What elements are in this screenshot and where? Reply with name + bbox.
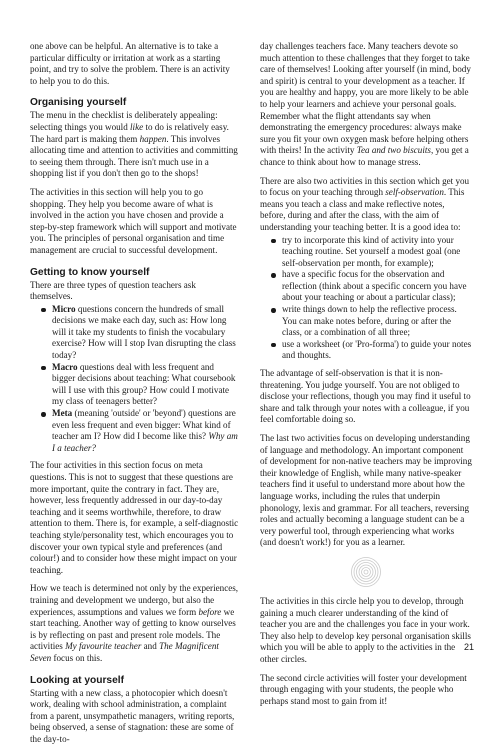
page-number: 21 (463, 642, 474, 652)
right-paragraph-6: The second circle activities will foster your development through engaging with your students, the people who perhaps stand most to gain from it! (260, 672, 467, 706)
bullet-icon (271, 239, 276, 244)
bullet-icon (271, 273, 276, 278)
organising-paragraph-2: The activities in this section will help you to go shopping. They help you become aware of what is involved in the action you have chosen and provide a step-by-step framework which will support and motivate you. The principles of personal organisation and time management are crucial to successful development. (30, 186, 237, 255)
concentric-circles-icon (350, 556, 382, 588)
heading-looking-at-yourself: Looking at yourself (30, 674, 124, 686)
bullet-icon (271, 343, 276, 348)
heading-organising-yourself: Organising yourself (30, 97, 127, 109)
right-paragraph-5: The activities in this circle help you to develop, through gaining a much clearer understanding of the kind of teacher you are and the challenges you face in your work. They also help to develop key personal organisation skills which you will be able to apply to the activities in the other circles. (260, 595, 471, 664)
intro-paragraph: one above can be helpful. An alternative is to take a particular difficulty or irritation at work as a starting point, and try to solve the problem. There is an activity to help you to do this. (30, 41, 230, 86)
looking-paragraph-1: Starting with a new class, a photocopier which doesn't work, dealing with school administration, a complaint from a parent, unsympathetic managers, writing reports, being observed, a sense of stagnation: these are some of the day-to- (30, 687, 235, 744)
right-paragraph-2: There are also two activities in this section which get you to focus on your teaching through self-observation. This means you teach a class and make reflective notes, before, during and after the class, with the aim of understanding your teaching better. It is a good idea to: (260, 175, 470, 232)
knowing-paragraph-3: How we teach is determined not only by the experiences, training and development we undergo, but also the experiences, assumptions and values we form before we start teaching. Another way of getting to know ourselves is by reflecting on past and present role models. The activities My favourite teacher and The Magnificent Seven focus on this. (30, 583, 239, 663)
question-types-list (30, 304, 239, 455)
list-item-micro: Micro questions concern the hundreds of small decisions we make each day, such as: How long will it take my students to finish the vocabulary exercise? How will I stop Ivan disrupting the class today? (30, 304, 239, 362)
bullet-icon (41, 366, 46, 371)
right-paragraph-4: The last two activities focus on developing understanding of language and methodology. An important component of development for non-native teachers may be improving their knowledge of English, while many native-speaker teachers find it useful to understand more about how the language works, including the rules that underpin phonology, lexis and grammar. For all teachers, reversing roles and actually becoming a language student can be a very powerful tool, through experiencing what works (and doesn't work!) for you as a learner. (260, 433, 472, 548)
right-column (260, 41, 472, 714)
bullet-icon (41, 308, 46, 313)
knowing-paragraph-1: There are three types of question teachers ask themselves. (30, 279, 196, 302)
list-item: have a specific focus for the observation and reflection (think about a specific concern you have about your teaching or about a particular class); (260, 269, 472, 304)
list-item: try to incorporate this kind of activity into your teaching routine. Set yourself a modest goal (one self-observation per month, for example); (260, 235, 472, 270)
list-item: use a worksheet (or 'Pro-forma') to guide your notes and thoughts. (260, 339, 472, 362)
organising-paragraph-1: The menu in the checklist is deliberately appealing: selecting things you would like to do is relatively easy. The hard part is making them happen. This involves allocating time and attention to activities and committing to seeing them through. There isn't much use in a shopping list if you don't then go to the shops! (30, 110, 238, 179)
bullet-icon (41, 412, 46, 417)
left-column (30, 41, 239, 752)
heading-getting-to-know-yourself: Getting to know yourself (30, 266, 150, 278)
bullet-icon (271, 308, 276, 313)
knowing-paragraph-2: The four activities in this section focus on meta questions. This is not to suggest that these questions are more important, quite the contrary in fact. They are, however, less frequently addressed in our day-to-day teaching and it seems worthwhile, therefore, to draw attention to them. There is, for example, a self-diagnostic teaching style/personality test, which encourages you to discover your own typical style and preferences (and colour!) and to consider how these might impact on your teaching. (30, 460, 239, 575)
list-item-meta: Meta (meaning 'outside' or 'beyond') questions are even less frequent and even bigger: What kind of teacher am I? How did I become like this? Why am I a teacher? (30, 408, 239, 454)
right-paragraph-1: day challenges teachers face. Many teachers devote so much attention to these challenges that they forget to take care of themselves! Looking after yourself (in mind, body and spirit) is central to your development as a teacher. If you are healthy and happy, you are more likely to be able to help your learners and achieve your personal goals. Remember what the flight attendants say when demonstrating the emergency procedures: always make sure you fit your own oxygen mask before helping others with theirs! In the activity Tea and two biscuits, you get a chance to think about how to manage stress. (260, 41, 471, 167)
list-item-macro: Macro questions deal with less frequent and bigger decisions about teaching: What coursebook will I use with this group? How could I motivate my class of teenagers better? (30, 362, 239, 408)
self-observation-list (260, 235, 472, 363)
right-paragraph-3: The advantage of self-observation is that it is non-threatening. You judge yourself. You are not obliged to disclose your reflections, though you may find it useful to share and talk through your notes with a colleague, if you feel comfortable doing so. (260, 368, 471, 425)
list-item: write things down to help the reflective process. You can make notes before, during or after the class, or a combination of all three; (260, 304, 472, 339)
